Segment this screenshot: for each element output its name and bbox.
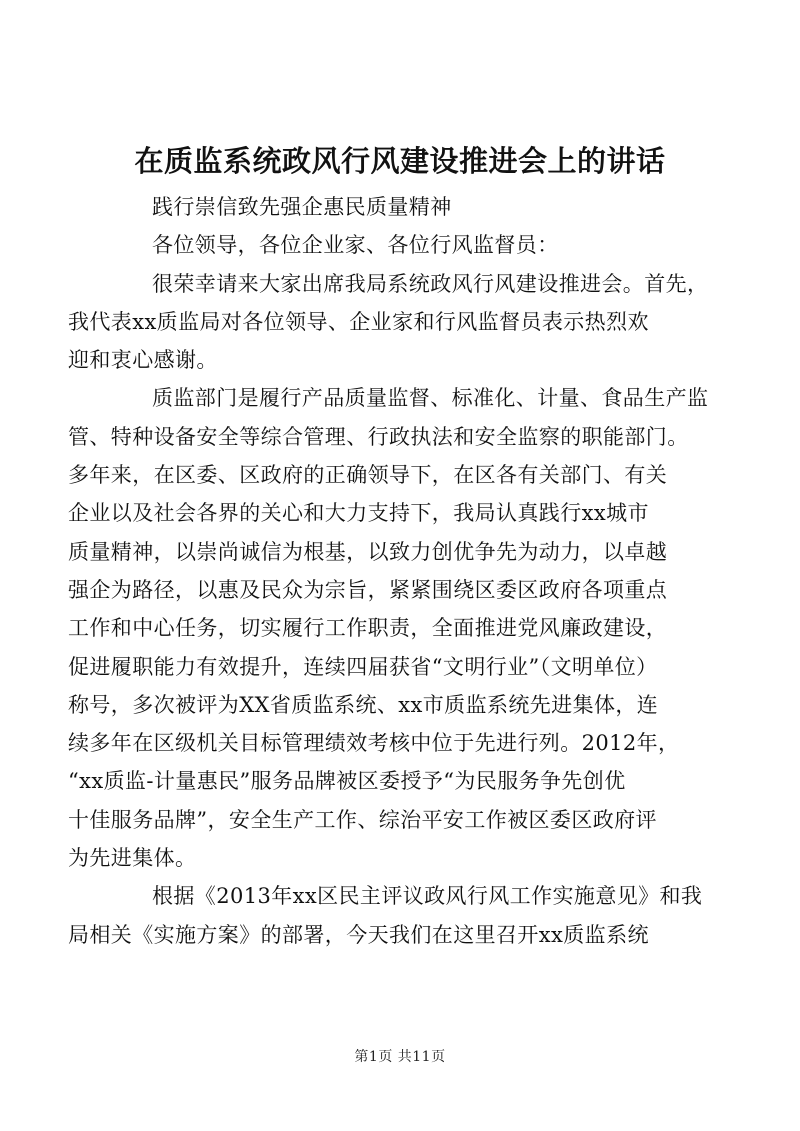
text-line: 工作和中心任务，切实履行工作职责，全面推进党风廉政建设， — [68, 616, 668, 641]
text-line: 续多年在区级机关目标管理绩效考核中位于先进行列。2012年， — [68, 731, 680, 756]
salutation-line: 各位领导，各位企业家、各位行风监督员： — [152, 233, 559, 258]
text-line: 质监部门是履行产品质量监督、标准化、计量、食品生产监 — [152, 386, 709, 411]
document-body — [68, 188, 716, 954]
text-line: 称号，多次被评为XX省质监系统、xx市质监系统先进集体，连 — [68, 692, 659, 717]
paragraph-1 — [68, 265, 716, 380]
subtitle-line: 践行崇信致先强企惠民质量精神 — [152, 195, 452, 219]
text-line: 企业以及社会各界的关心和大力支持下，我局认真践行xx城市 — [68, 501, 649, 526]
text-line: 我代表xx质监局对各位领导、企业家和行风监督员表示热烈欢 — [68, 309, 649, 334]
text-line: 局相关《实施方案》的部署，今天我们在这里召开xx质监系统 — [68, 922, 649, 947]
text-line: 迎和衷心感谢。 — [68, 348, 218, 373]
text-line: “xx质监-计量惠民”服务品牌被区委授予“为民服务争先创优 — [68, 769, 626, 794]
text-line: 多年来，在区委、区政府的正确领导下，在区各有关部门、有关 — [68, 463, 668, 488]
text-line: 十佳服务品牌”，安全生产工作、综治平安工作被区委区政府评 — [68, 807, 657, 832]
text-line: 很荣幸请来大家出席我局系统政风行风建设推进会。首先， — [152, 271, 709, 296]
text-line: 根据《2013年xx区民主评议政风行风工作实施意见》和我 — [152, 884, 703, 909]
text-line: 管、特种设备安全等综合管理、行政执法和安全监察的职能部门。 — [68, 424, 689, 449]
paragraph-2 — [68, 379, 716, 877]
document-title: 在质监系统政风行风建设推进会上的讲话 — [134, 144, 666, 178]
text-line: 促进履职能力有效提升，连续四届获省“文明行业”（文明单位） — [68, 654, 658, 679]
text-line: 质量精神，以崇尚诚信为根基，以致力创优争先为动力，以卓越 — [68, 539, 668, 564]
page-footer: 第1页 共11页 — [354, 1049, 446, 1065]
text-line: 强企为路径，以惠及民众为宗旨，紧紧围绕区委区政府各项重点 — [68, 577, 668, 602]
paragraph-3 — [68, 877, 716, 954]
text-line: 为先进集体。 — [68, 846, 197, 871]
